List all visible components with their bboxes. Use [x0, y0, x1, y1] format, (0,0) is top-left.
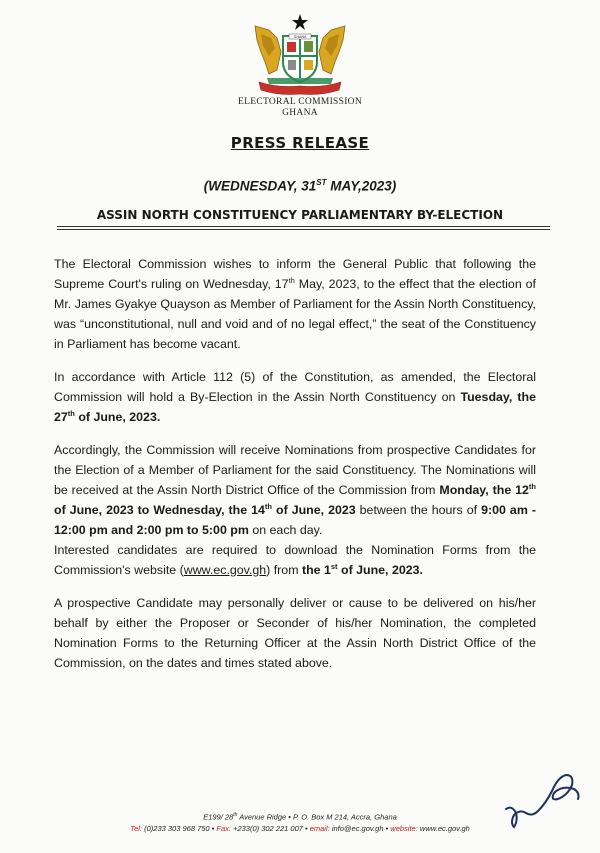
press-release-title: PRESS RELEASE	[230, 134, 370, 152]
release-date	[0, 178, 600, 194]
paragraph-5: A prospective Candidate may personally deliver or cause to be delivered on his/her behalf by either the Proposer or Seconder of his/her Nomination, the completed Nomination Forms to the Returning Officer at the Assin North District Office of the Commission, on the dates and times stated above.	[54, 596, 536, 670]
date-sup: ST	[316, 178, 327, 187]
ghana-coat-of-arms-logo	[247, 12, 353, 98]
release-body	[54, 254, 536, 673]
date-suffix: MAY,2023)	[326, 178, 397, 194]
website-link[interactable]: www.ec.gov.gh	[183, 563, 267, 577]
footer-address: E199/ 28th Avenue Ridge • P. O. Box M 214, Accra, Ghana	[203, 812, 397, 822]
date-prefix: (WEDNESDAY, 31	[203, 178, 317, 194]
subject-underline-bottom	[57, 229, 550, 230]
release-subject: ASSIN NORTH CONSTITUENCY PARLIAMENTARY BY-ELECTION	[96, 208, 504, 222]
paragraph-4: Interested candidates are required to download the Nomination Forms from the Commission's website (www.ec.gov.gh) from the 1st of June, 2023.	[54, 543, 536, 577]
paragraph-2: In accordance with Article 112 (5) of the Constitution, as amended, the Electoral Commission will hold a By-Election in the Assin North Constituency on Tuesday, the 27th of June, 2023.	[54, 370, 536, 424]
paragraph-1: The Electoral Commission wishes to inform the General Public that following the Supreme Court's ruling on Wednesday, 17th May, 2023, to the effect that the election of Mr. James Gyakye Quayson as Member of Parliament for the Assin North Constituency, was “unconstitutional, null and void and of no legal effect,” the seat of the Constituency in Parliament has become vacant.	[54, 257, 537, 351]
org-name-line1: ELECTORAL COMMISSION	[238, 97, 362, 107]
footer-contacts: Tel: (0)233 303 968 750 • Fax: +233(0) 302 221 007 • email: info@ec.gov.gh • website: www.ec.gov.gh	[130, 824, 470, 833]
subject-underline-top	[57, 226, 550, 227]
paragraph-3: Accordingly, the Commission will receive Nominations from prospective Candidates for the Election of a Member of Parliament for the said Constituency. The Nominations will be received at the Assin North District Office of the Commission from Monday, the 12th of June, 2023 to Wednesday, the 14th of June, 2023 between the hours of 9:00 am - 12:00 pm and 2:00 pm to 5:00 pm on each day.	[54, 443, 536, 537]
org-name-line2: GHANA	[282, 108, 318, 118]
svg-text:GHANA: GHANA	[293, 35, 307, 39]
